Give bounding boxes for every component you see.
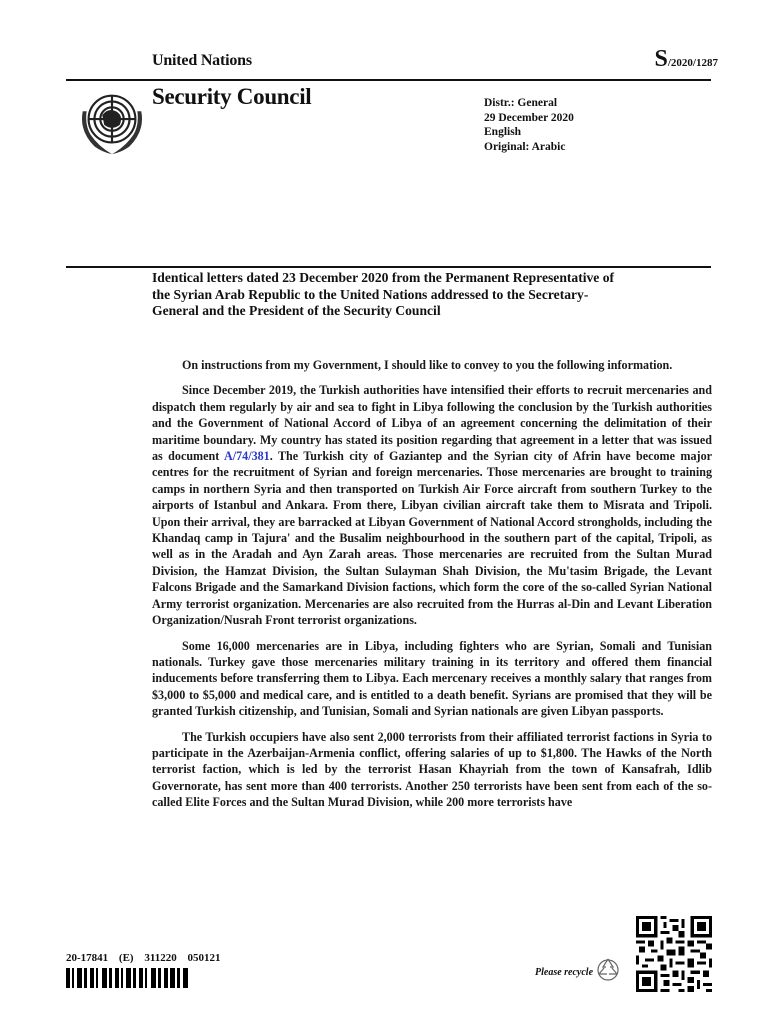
paragraph-2-text-b: . The Turkish city of Gaziantep and the Syrian city of Afrin have become major centres for the recruitment of Syrian and foreign mercenaries. Those mercenaries are brought to training camps in northern Syria and then transported on Turkish Air Force aircraft from southern Turkey to the airports of Istanbul and Ankara. From there, Libyan civilian aircraft take them to Misrata and Tripoli. Upon their arrival, they are barracked at Libyan Government of National Accord strongholds, including the Khandaq camp in Tajura' and the Busalim neighbourhood in the southern part of the capital, Tripoli, as well as in the Aradah and Ayn Zarah areas. Those mercenaries are recruited from the Sultan Murad Division, the Hamzat Division, the Sultan Sulayman Shah Division, the Mu'tasim Brigade, the Levant Falcons Brigade and the Samarkand Division factions, which form the core of the so-called Syrian National Army terrorist organization. Mercenaries are also recruited from the Hurras al-Din and Levant Liberation Organization/Nusrah Front terrorist organizations. (152, 449, 712, 628)
un-emblem-icon (73, 82, 151, 160)
paragraph-2 (152, 382, 712, 628)
distribution-block (484, 96, 574, 154)
document-link[interactable]: A/74/381 (224, 449, 270, 464)
barcode-icon (66, 968, 206, 988)
symbol-letter: S (654, 46, 668, 72)
document-symbol (655, 46, 718, 73)
document-title: Identical letters dated 23 December 2020 from the Permanent Representative of the Syrian Arab Republic to the United Nations addressed to the Secretary-General and the President of the Security Council (152, 270, 615, 318)
paragraph-1: On instructions from my Government, I should like to convey to you the following information. (182, 358, 673, 372)
paragraph-4: The Turkish occupiers have also sent 2,000 terrorists from their affiliated terrorist factions in Syria to participate in the Azerbaijan-Armenia conflict, offering salaries of up to $1,800. The Hawks of the North terrorist faction, which is led by the terrorist Hasan Khayriah from the town of Kansafrah, Idlib Governorate, has sent more than 400 terrorists. Another 250 terrorists have been sent from each of the so-called Elite Forces and the Sultan Murad Division, while 200 more terrorists have (152, 729, 712, 810)
title-rule (66, 266, 711, 268)
document-language: English (484, 126, 522, 138)
header-rule (66, 79, 711, 81)
recycle-label: Please recycle (535, 967, 594, 978)
organ-name: Security Council (152, 84, 312, 109)
symbol-number: /2020/1287 (667, 57, 718, 69)
paragraph-3: Some 16,000 mercenaries are in Libya, including fighters who are Syrian, Somali and Tunisian nationals. Turkey gave those mercenaries military training in its territory and offered them financial inducements before transferring them to Libya. Each mercenary receives a monthly salary that ranges from $3,000 to $5,000 and medical care, and is entitled to a death benefit. Syrians are promised that they will be granted Turkish citizenship, and Tunisian, Somali and Syrian nationals are given Libyan passports. (152, 638, 712, 719)
document-body (152, 357, 712, 820)
paragraph-2-text-a: Since December 2019, the Turkish authorities have intensified their efforts to recruit mercenaries and dispatch them regularly by air and sea to fight in Libya following the conclusion by the Turkish authorities and the Government of National Accord of Libya of an agreement concerning the delimitation of their maritime boundary. My country has stated its position regarding that agreement in a letter that was issued as document (152, 383, 712, 464)
qr-code-icon (636, 916, 712, 992)
distribution-status: Distr.: General (484, 97, 558, 109)
recycle-icon (595, 956, 621, 982)
job-number: 20-17841 (E) 311220 050121 (66, 952, 221, 964)
document-date: 29 December 2020 (484, 111, 574, 124)
original-language: Original: Arabic (484, 140, 566, 153)
organization-name: United Nations (152, 52, 252, 69)
